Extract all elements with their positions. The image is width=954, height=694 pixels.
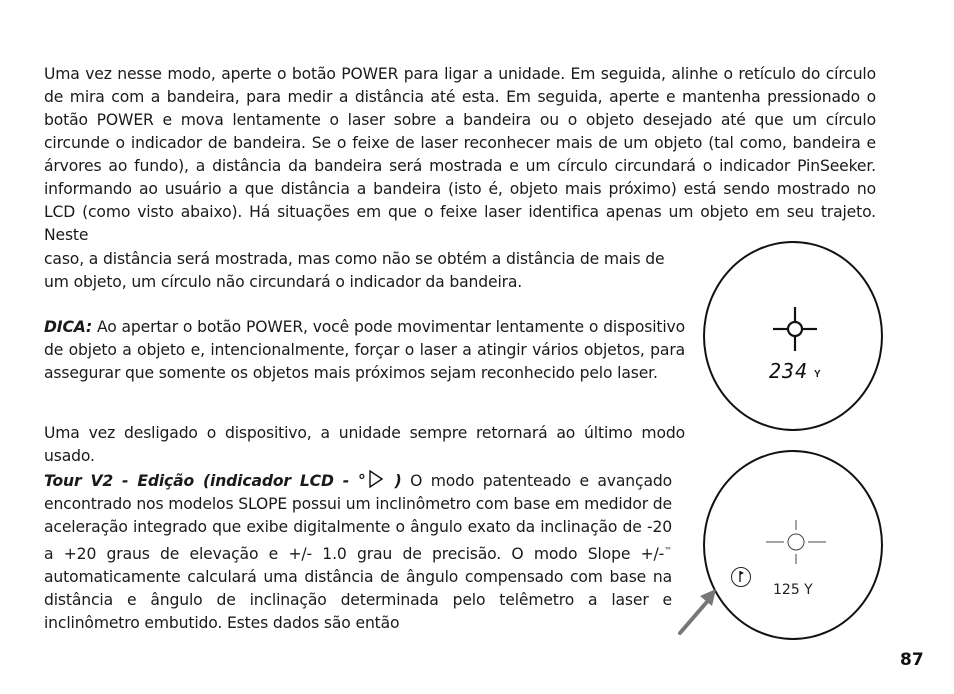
reticle-thin-icon xyxy=(705,452,881,638)
pinseeker-flag-icon xyxy=(731,567,751,587)
pointer-arrow-icon xyxy=(676,586,720,636)
lcd-view-2 xyxy=(703,450,883,640)
triangle-icon xyxy=(368,470,384,488)
tip-text: Ao apertar o botão POWER, você pode movimentar lentamente o dispositivo de objeto a objeto e, intencionalmente, forçar o laser a atingir vários objetos, para assegurar que somente os objetos mais próximos sejam reconhecido pelo laser. xyxy=(44,318,685,382)
lcd-view-1 xyxy=(703,241,883,431)
page-number: 87 xyxy=(900,650,924,670)
paragraph-intro: Uma vez nesse modo, aperte o botão POWER para ligar a unidade. Em seguida, alinhe o retículo do círculo de mira com a bandeira, para medir a distância até esta. Em seguida, aperte e mantenha pressionado o botão POWER e mova lentamente o laser sobre a bandeira ou o objeto desejado até que um círculo circunde o indicador de bandeira. Se o feixe de laser reconhecer mais de um objeto (tal como, bandeira e árvores ao fundo), a distância da bandeira será mostrada e um círculo circundará o indicador PinSeeker. informando ao usuário a que distância a bandeira (isto é, objeto mais próximo) está sendo mostrado no LCD (como visto abaixo). Há situações em que o feixe laser identifica apenas um objeto em seu trajeto. Neste xyxy=(44,65,876,244)
tour-label: Tour V2 - Edição (indicador LCD - ° ) xyxy=(44,472,402,490)
paragraph-power-off: Uma vez desligado o dispositivo, a unidade sempre retornará ao último modo usado. xyxy=(44,424,685,465)
tour-text-b: automaticamente calculará uma distância de ângulo compensado com base na distância e ângulo de inclinação determinada pelo telêmetro a laser e inclinômetro embutido. Estes dados são então xyxy=(44,568,672,633)
trademark-symbol: ™ xyxy=(664,546,672,555)
reticle-icon xyxy=(705,243,881,429)
paragraph-tip xyxy=(44,316,685,385)
degree-symbol: ° xyxy=(358,472,366,490)
distance-unit: Y xyxy=(814,369,821,380)
distance-reading: 125 Y xyxy=(773,582,813,598)
paragraph-single-object: caso, a distância será mostrada, mas como não se obtém a distância de mais de um objeto, um círculo não circundará o indicador da bandeira. xyxy=(44,250,665,291)
paragraph-tour-v2 xyxy=(44,470,672,635)
distance-digits: 234 xyxy=(769,359,809,383)
tour-text-a: O modo patenteado e avançado encontrado nos modelos SLOPE possui um inclinômetro com base em medidor de aceleração integrado que exibe digitalmente o ângulo exato da inclinação de -20 a +20 graus de elevação e +/- 1.0 grau de precisão. O modo Slope +/- xyxy=(44,472,672,564)
tip-label: DICA: xyxy=(44,318,93,336)
